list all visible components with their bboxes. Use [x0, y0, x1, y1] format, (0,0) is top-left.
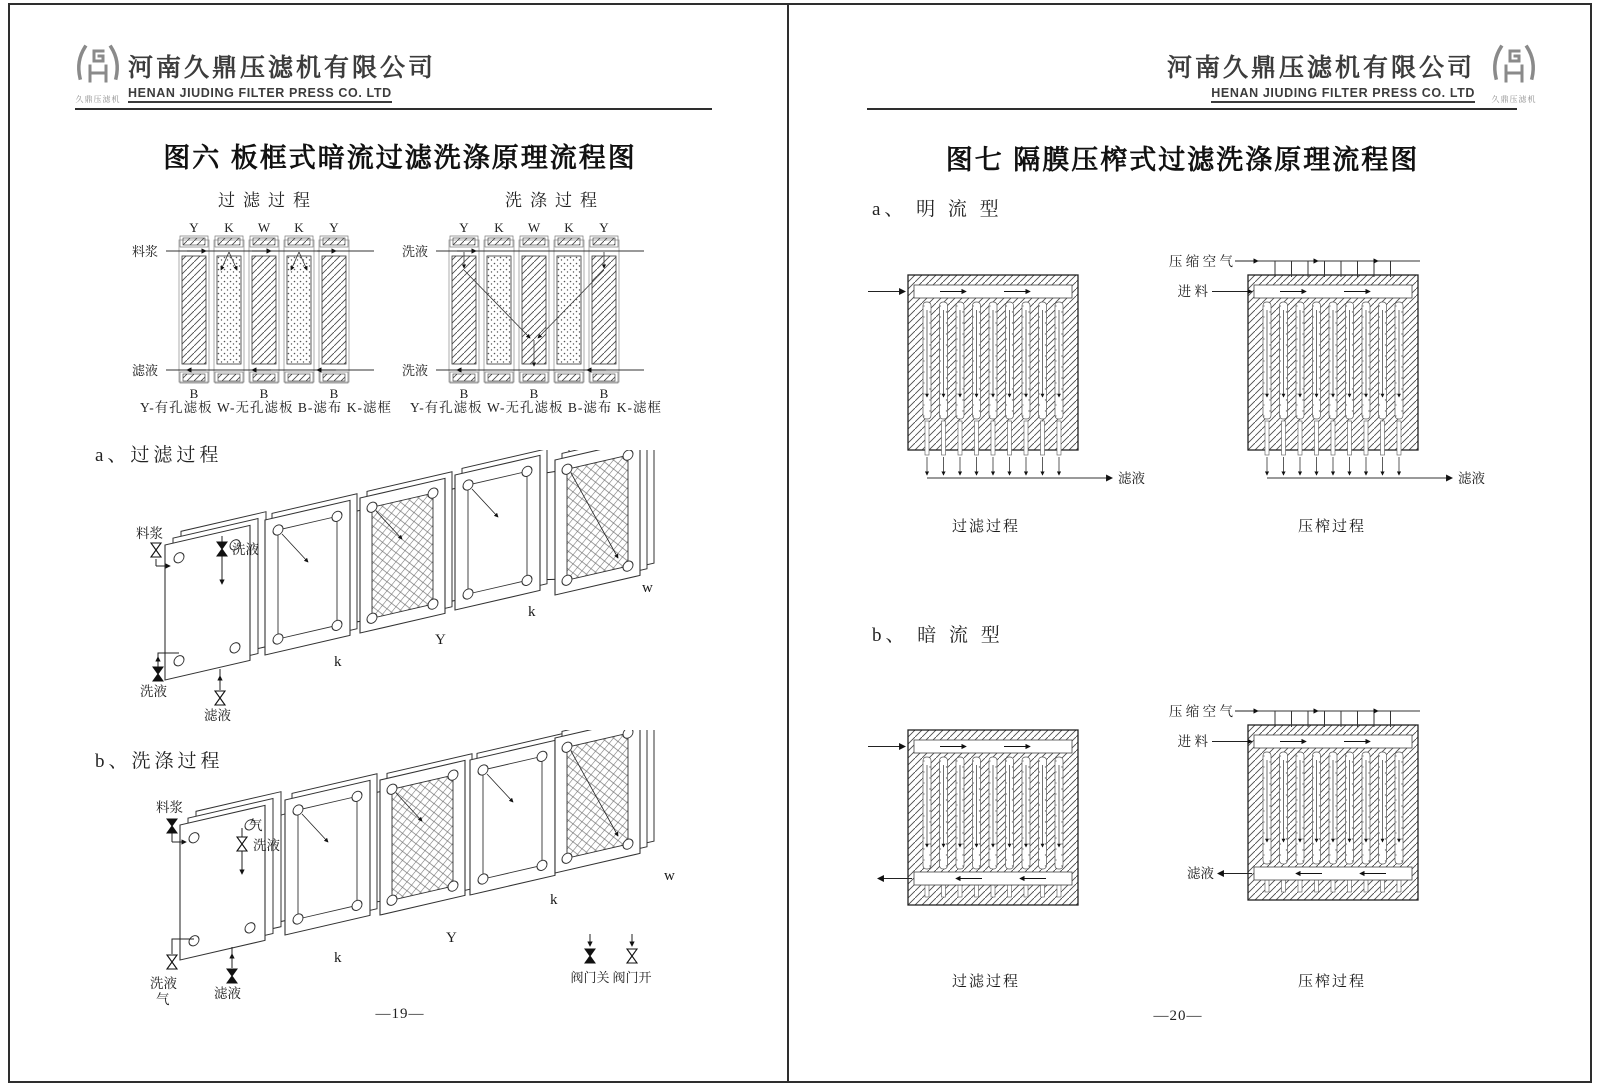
filtrate-label: 滤液: [1187, 866, 1214, 881]
cloth-label: B: [599, 386, 609, 401]
feed-label: 进 料: [1177, 734, 1208, 749]
section-a-heading: a、过滤过程: [95, 445, 223, 466]
page-divider: [787, 3, 789, 1083]
valve-open-label: 阀门开: [612, 970, 652, 985]
plate-letter-w: w: [642, 580, 653, 596]
filter-block: [908, 730, 1078, 905]
section-b-heading: b、洗涤过程: [95, 751, 224, 772]
filtration-process-label: 过滤过程: [218, 191, 318, 210]
wash-inlet-label: 洗液: [402, 244, 429, 259]
filtrate-label-left: 滤液: [1118, 471, 1145, 486]
plate-frame-k: [265, 494, 357, 655]
plate-label: Y: [329, 220, 339, 235]
figure7-title: 图七 隔膜压榨式过滤洗涤原理流程图: [945, 145, 1420, 175]
company-logo: [1486, 42, 1542, 108]
section-b-heading: b、 暗 流 型: [872, 625, 1004, 646]
valve-closed-icon: [585, 949, 595, 963]
plate-legend-caption: Y-有孔滤板 W-无孔滤板 B-滤布 K-滤框: [409, 400, 663, 415]
cloth-label: B: [189, 386, 199, 401]
plate-label: Y: [459, 220, 469, 235]
valve-open-icon: [627, 949, 637, 963]
plate-solid: [165, 512, 266, 680]
press-block: [1248, 275, 1418, 455]
plate-mesh-y: [360, 472, 452, 633]
filter-block: [908, 275, 1078, 455]
slurry-label: 料浆: [136, 526, 163, 541]
filtration-3d-diagram: [120, 450, 700, 750]
plate-letter-y: Y: [435, 632, 446, 648]
plate-label: W: [527, 220, 541, 235]
plate-letter-k: k: [334, 950, 342, 966]
plate-legend-caption: Y-有孔滤板 W-无孔滤板 B-滤布 K-滤框: [139, 400, 393, 415]
plate-label: K: [224, 220, 234, 235]
page-number-19: —19—: [375, 1006, 425, 1022]
border-bottom: [8, 1081, 1592, 1083]
plate-mesh-w: [555, 730, 654, 873]
valve-closed-icon: [227, 969, 237, 983]
filtration-cross-section-diagram: [132, 220, 394, 402]
plate-mesh-y: [380, 754, 472, 915]
filtrate-outlet-label: 滤液: [132, 363, 159, 378]
company-name-cn: 河南久鼎压滤机有限公司: [128, 54, 437, 82]
valve-open-icon: [215, 691, 225, 705]
plate-frame-k: [455, 450, 547, 610]
header-rule-left: [75, 108, 712, 110]
valve-closed-icon: [153, 667, 163, 681]
valve-open-icon: [167, 955, 177, 969]
plate-letter-w: w: [664, 868, 675, 884]
border-top: [8, 3, 1592, 5]
border-right: [1590, 3, 1592, 1083]
plate-letter-y: Y: [446, 930, 457, 946]
logo-caption: 久鼎压滤机: [1491, 95, 1537, 104]
plate-label: K: [494, 220, 504, 235]
section-a-heading: a、 明 流 型: [872, 199, 1003, 220]
plate-label: Y: [189, 220, 199, 235]
plate-solid: [180, 792, 281, 960]
caption-filtration: 过滤过程: [952, 974, 1021, 990]
company-name-en: HENAN JIUDING FILTER PRESS CO. LTD: [128, 86, 392, 103]
compressed-air-label: 压 缩 空 气: [1168, 704, 1233, 719]
valve-open-icon: [151, 543, 161, 557]
slurry-inlet-label: 料浆: [132, 244, 159, 259]
slurry-label: 料浆: [156, 800, 183, 815]
closed-flow-diagrams: [850, 690, 1550, 1000]
wash-top-label: 洗液: [232, 542, 259, 557]
figure6-title: 图六 板框式暗流过滤洗涤原理流程图: [163, 143, 637, 173]
plate-label: Y: [599, 220, 609, 235]
header-rule-right: [867, 108, 1517, 110]
plate-frame-k: [285, 774, 377, 935]
feed-label: 进 料: [1177, 284, 1208, 299]
caption-pressing: 压榨过程: [1298, 974, 1367, 990]
gas-top-label: 气: [249, 818, 263, 833]
wash-top-label: 洗液: [253, 838, 280, 853]
washing-process-label: 洗涤过程: [505, 191, 605, 210]
open-flow-diagrams: [850, 240, 1550, 540]
plate-label: K: [294, 220, 304, 235]
company-name-cn: 河南久鼎压滤机有限公司: [1166, 54, 1475, 82]
wash-outlet-label: 洗液: [402, 363, 429, 378]
filtrate-label: 滤液: [204, 708, 231, 723]
valve-closed-label: 阀门关: [570, 970, 610, 985]
cloth-label: B: [329, 386, 339, 401]
filtrate-label-right: 滤液: [1458, 471, 1485, 486]
caption-filtration: 过滤过程: [952, 519, 1021, 535]
plate-letter-k: k: [550, 892, 558, 908]
valve-closed-icon: [167, 819, 177, 833]
plate-label: W: [257, 220, 271, 235]
border-left: [8, 3, 10, 1083]
wash-bottom-label: 洗液: [150, 976, 177, 991]
plate-letter-k: k: [334, 654, 342, 670]
wash-bottom-label: 洗液: [140, 684, 167, 699]
logo-caption: 久鼎压滤机: [75, 95, 121, 104]
page-number-20: —20—: [1153, 1008, 1203, 1024]
washing-cross-section-diagram: [402, 220, 664, 402]
plate-frame-k: [470, 734, 562, 895]
company-logo: [70, 42, 126, 108]
cloth-label: B: [259, 386, 269, 401]
cloth-label: B: [529, 386, 539, 401]
plate-mesh-w: [555, 450, 654, 595]
company-name-en: HENAN JIUDING FILTER PRESS CO. LTD: [1211, 86, 1475, 103]
compressed-air-label: 压 缩 空 气: [1168, 254, 1233, 269]
cloth-label: B: [459, 386, 469, 401]
filtrate-label: 滤液: [214, 986, 241, 1001]
press-block: [1248, 725, 1418, 900]
plate-label: K: [564, 220, 574, 235]
plate-letter-k: k: [528, 604, 536, 620]
gas-bottom-label: 气: [156, 992, 170, 1007]
caption-pressing: 压榨过程: [1298, 519, 1367, 535]
